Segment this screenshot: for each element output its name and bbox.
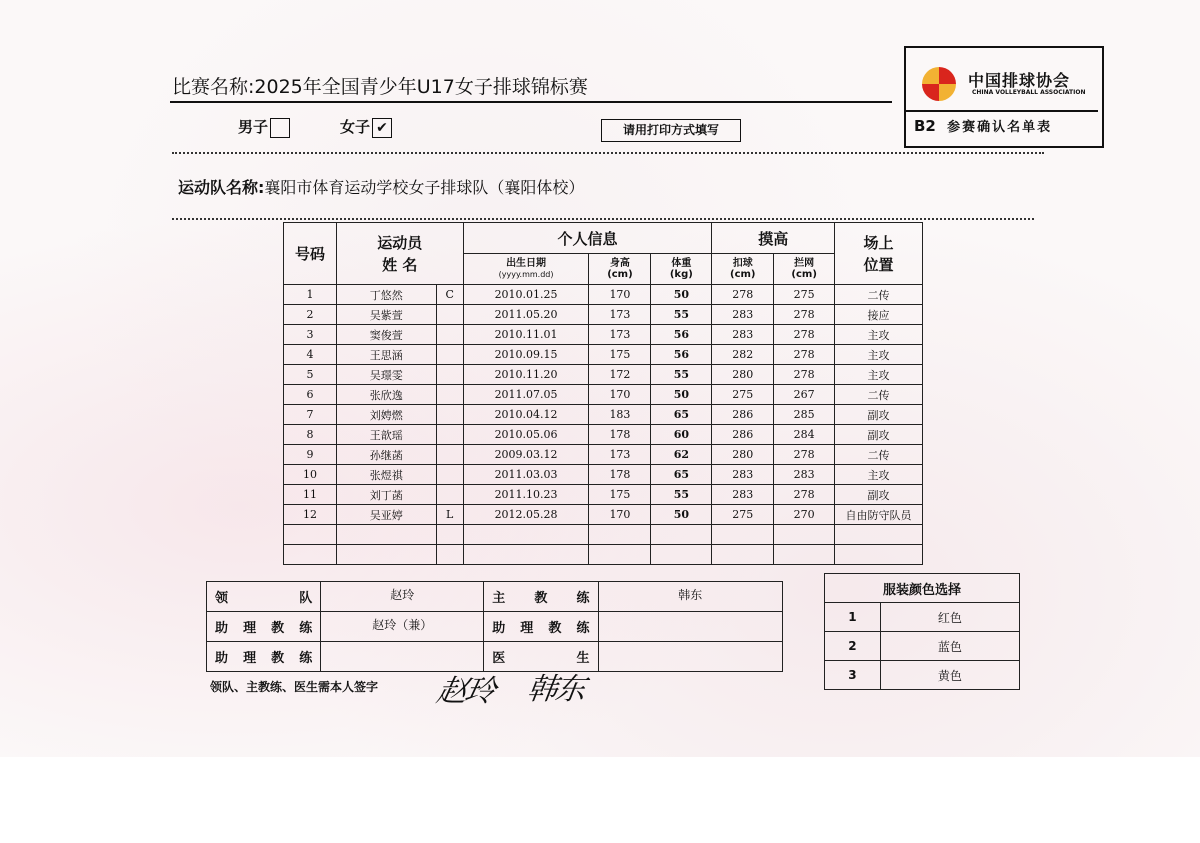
- header-athlete: 运动员 姓 名: [336, 223, 463, 285]
- table-row: 7 刘娉燃 2010.04.12 183 65 286 285 副攻: [284, 405, 923, 425]
- uniform-color-table: [824, 573, 1020, 690]
- dotted-divider: [172, 152, 1044, 154]
- header-reach: 摸高: [712, 223, 835, 254]
- male-checkbox[interactable]: [270, 118, 290, 138]
- signature-instruction: 领队、主教练、医生需本人签字: [210, 680, 379, 694]
- team-label: 运动队名称:: [178, 178, 265, 197]
- header-birth: 出生日期 (yyyy.mm.dd): [463, 254, 589, 285]
- leader-signature: 赵玲: [433, 674, 497, 709]
- assistant-coach-label: 助理教练: [207, 642, 321, 672]
- color-option: 2 蓝色: [825, 632, 1020, 661]
- table-row: 10 张煜祺 2011.03.03 178 65 283 283 主攻: [284, 465, 923, 485]
- head-coach-label: 主教练: [484, 582, 598, 612]
- header-personal-info: 个人信息: [463, 223, 712, 254]
- competition-name-line: [172, 72, 588, 99]
- logo-divider: [906, 110, 1098, 112]
- competition-name: 2025年全国青少年U17女子排球锦标赛: [254, 76, 588, 98]
- leader-label: 领队: [207, 582, 321, 612]
- female-label: 女子: [340, 118, 371, 136]
- roster-body: [284, 285, 923, 565]
- coach-signature: 韩东: [525, 672, 586, 707]
- empty-row: [284, 545, 923, 565]
- form-title: 参赛确认名单表: [947, 120, 1053, 135]
- table-row: 4 王思涵 2010.09.15 175 56 282 278 主攻: [284, 345, 923, 365]
- competition-underline: [170, 101, 892, 103]
- table-row: 2 吴紫萱 2011.05.20 173 55 283 278 接应: [284, 305, 923, 325]
- header-weight: 体重 (kg): [651, 254, 712, 285]
- staff-row: [207, 612, 783, 642]
- team-name-line: [178, 175, 584, 198]
- assistant-coach-value: [598, 612, 783, 642]
- staff-row: [207, 582, 783, 612]
- page-margin: [0, 757, 1200, 843]
- leader-value: 赵玲: [321, 582, 484, 612]
- doctor-label: 医生: [484, 642, 598, 672]
- header-position: 场上 位置: [835, 223, 923, 285]
- color-option: 1 红色: [825, 603, 1020, 632]
- assistant-coach-label: 助理教练: [484, 612, 598, 642]
- table-row: 12 吴亚婷 L 2012.05.28 170 50 275 270 自由防守队员: [284, 505, 923, 525]
- association-name-cn: 中国排球协会: [968, 71, 1071, 90]
- table-row: 6 张欣逸 2011.07.05 170 50 275 267 二传: [284, 385, 923, 405]
- table-row: 11 刘丁菡 2011.10.23 175 55 283 278 副攻: [284, 485, 923, 505]
- header-height: 身高 (cm): [589, 254, 651, 285]
- table-row: 9 孙继菡 2009.03.12 173 62 280 278 二传: [284, 445, 923, 465]
- print-instruction-box: 请用打印方式填写: [601, 119, 741, 142]
- association-name-en: CHINA VOLLEYBALL ASSOCIATION: [972, 89, 1086, 96]
- table-row: 8 王歆瑶 2010.05.06 178 60 286 284 副攻: [284, 425, 923, 445]
- table-row: 5 吴璟雯 2010.11.20 172 55 280 278 主攻: [284, 365, 923, 385]
- volleyball-logo-icon: [922, 67, 956, 101]
- doctor-value: [598, 642, 783, 672]
- header-number: 号码: [284, 223, 337, 285]
- staff-table: [206, 581, 783, 672]
- male-option: [238, 116, 290, 138]
- roster-table: [283, 222, 923, 565]
- head-coach-value: 韩东: [598, 582, 783, 612]
- table-row: 1 丁悠然 C 2010.01.25 170 50 278 275 二传: [284, 285, 923, 305]
- uniform-color-title: 服装颜色选择: [825, 574, 1020, 603]
- male-label: 男子: [238, 118, 269, 136]
- female-option: [340, 116, 392, 138]
- header-spike: 扣球 (cm): [712, 254, 774, 285]
- table-row: 3 窦俊萱 2010.11.01 173 56 283 278 主攻: [284, 325, 923, 345]
- assistant-coach-value: 赵玲（兼）: [321, 612, 484, 642]
- form-code: [914, 116, 1052, 135]
- team-name: 襄阳市体育运动学校女子排球队（襄阳体校）: [264, 178, 585, 197]
- form-code-id: B2: [914, 117, 936, 135]
- header-block: 拦网 (cm): [774, 254, 835, 285]
- dotted-divider: [172, 218, 1034, 220]
- female-checkbox[interactable]: ✔: [372, 118, 392, 138]
- color-option: 3 黄色: [825, 661, 1020, 690]
- assistant-coach-label: 助理教练: [207, 612, 321, 642]
- competition-label: 比赛名称:: [172, 76, 255, 98]
- empty-row: [284, 525, 923, 545]
